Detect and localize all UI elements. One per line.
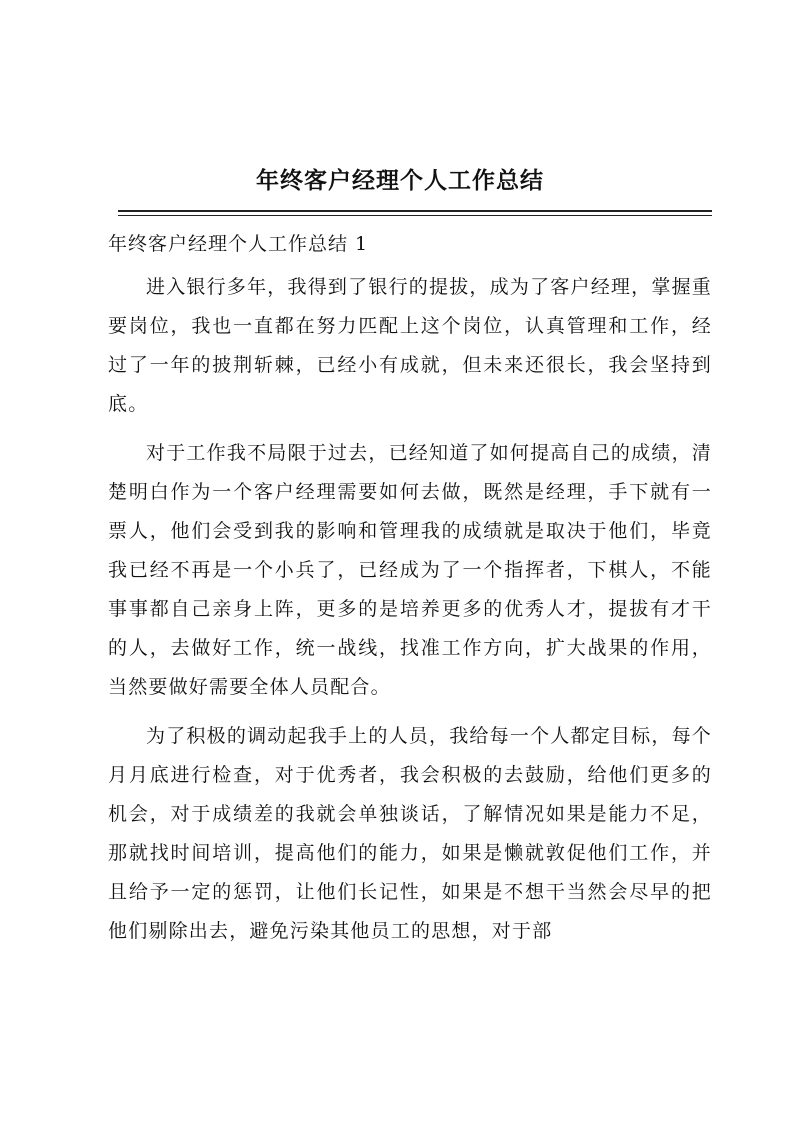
paragraph-2: 对于工作我不局限于过去，已经知道了如何提高自己的成绩，清楚明白作为一个客户经理需要如何去做，既然是经理，手下就有一票人，他们会受到我的影响和管理我的成绩就是取决于他们，毕竟我已经不再是一个小兵了，已经成为了一个指挥者，下棋人，不能事事都自己亲身上阵，更多的是培养更多的优秀人才，提拔有才干的人，去做好工作，统一战线，找准工作方向，扩大战果的作用，当然要做好需要全体人员配合。	[108, 442, 712, 698]
page-title: 年终客户经理个人工作总结	[256, 167, 544, 194]
document-body	[108, 224, 712, 961]
paragraph-1: 进入银行多年，我得到了银行的提拔，成为了客户经理，掌握重要岗位，我也一直都在努力匹配上这个岗位，认真管理和工作，经过了一年的披荆斩棘，已经小有成就，但未来还很长，我会坚持到底。	[108, 276, 712, 415]
section-heading: 年终客户经理个人工作总结 1	[108, 233, 369, 255]
title-divider	[118, 210, 712, 216]
paragraph-3: 为了积极的调动起我手上的人员，我给每一个人都定目标，每个月月底进行检查，对于优秀者，我会积极的去鼓励，给他们更多的机会，对于成绩差的我就会单独谈话，了解情况如果是能力不足，那就找时间培训，提高他们的能力，如果是懒就敦促他们工作，并且给予一定的惩罚，让他们长记性，如果是不想干当然会尽早的把他们剔除出去，避免污染其他员工的思想，对于部	[108, 725, 712, 942]
